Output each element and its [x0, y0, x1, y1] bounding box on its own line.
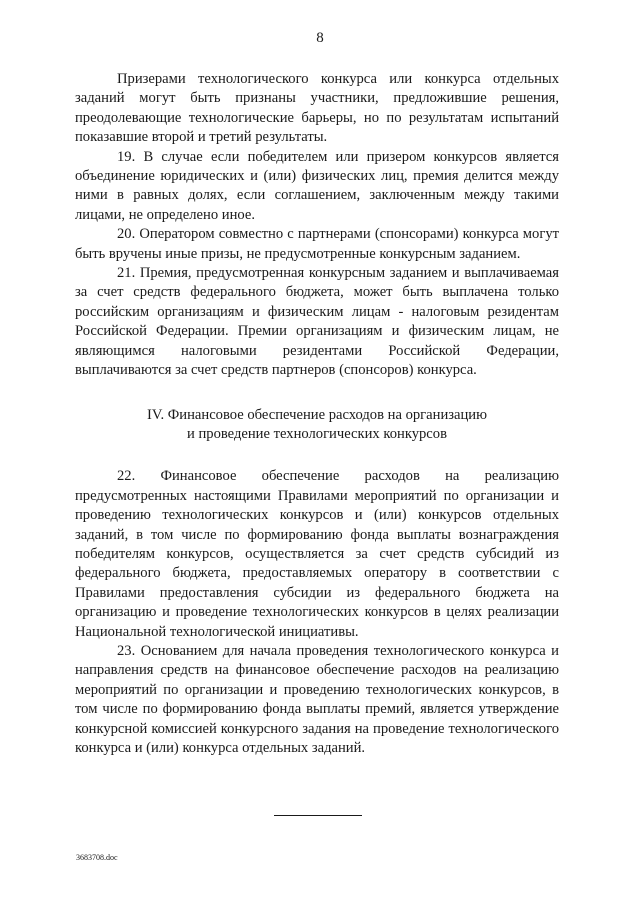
paragraph-prizewinners: Призерами технологического конкурса или конкурса отдельных заданий могут быть признаны участники, предложившие решения, преодолевающие технологические барьеры, но по результатам испытаний показавшие второй и третий результаты. [75, 71, 559, 146]
paragraph-19: 19. В случае если победителем или призером конкурсов является объединение юридических и (или) физических лиц, премия делится между ними в равных долях, если соглашением, заключенным между такими лицами, не определено иное. [75, 148, 559, 223]
section-heading-line-2: и проведение технологических конкурсов [187, 425, 447, 442]
section-heading-line-1: IV. Финансовое обеспечение расходов на организацию [146, 406, 488, 423]
page-number: 8 [316, 30, 324, 46]
document-file-id: 3683708.doc [76, 853, 118, 862]
paragraph-22: 22. Финансовое обеспечение расходов на реализацию предусмотренных настоящими Правилами мероприятий по организации и проведению технологических конкурсов и (или) конкурсов отдельных заданий, в том числе по формированию фонда выплаты вознаграждения победителям конкурсов, осуществляется за счет средств субсидий из федерального бюджета, предоставляемых оператору в соответствии с Правилами предоставления субсидии из федерального бюджета на организацию и проведение технологических конкурсов в целях реализации Национальной технологической инициативы. [75, 468, 559, 640]
section-heading [75, 406, 559, 445]
document-body [75, 70, 559, 758]
paragraph-20: 20. Оператором совместно с партнерами (спонсорами) конкурса могут быть вручены иные призы, не предусмотренные конкурсным заданием. [75, 226, 559, 262]
end-divider [274, 815, 362, 816]
paragraph-23: 23. Основанием для начала проведения технологического конкурса и направления средств на финансовое обеспечение расходов на реализацию мероприятий по организации и проведению технологических конкурсов, в том числе по формированию фонда выплаты премий, является утверждение конкурсной комиссией конкурсного задания на проведение технологического конкурса и (или) конкурса отдельных заданий. [75, 642, 559, 756]
paragraph-21: 21. Премия, предусмотренная конкурсным заданием и выплачиваемая за счет средств федерального бюджета, может быть выплачена только российским организациям и физическим лицам - налоговым резидентам Российской Федерации. Премии организациям и физическим лицам, не являющимся налоговыми резидентами Российской Федерации, выплачиваются за счет средств партнеров (спонсоров) конкурса. [75, 265, 559, 379]
